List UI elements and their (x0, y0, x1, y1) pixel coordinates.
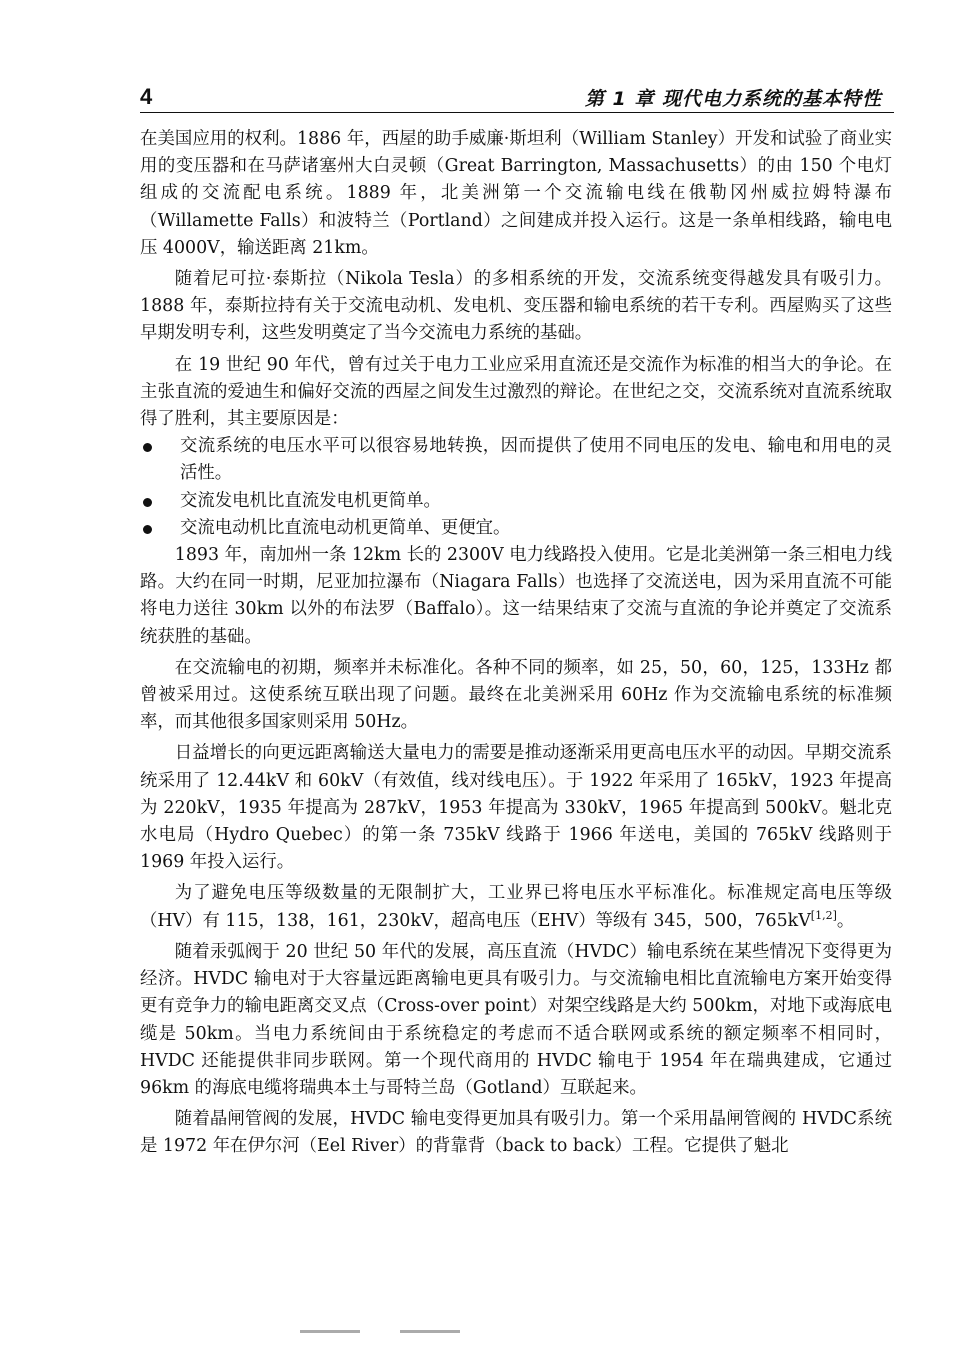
bullet-icon (143, 498, 152, 507)
paragraph-5: 在交流输电的初期，频率并未标准化。各种不同的频率，如 25，50，60，125，133Hz 都曾被采用过。这使系统互联出现了问题。最终在北美洲采用 60Hz 作为交流输电系统的标准频率，而其他很多国家则采用 50Hz。 (140, 657, 892, 733)
citation-reference: [1,2] (810, 908, 837, 922)
paragraph-1: 在美国应用的权利。1886 年，西屋的助手威廉·斯坦利（William Stanley）开发和试验了商业实用的变压器和在马萨诸塞州大白灵顿（Great Barrington, Massachusetts）的由 150 个电灯组成的交流配电系统。1889 年，北美洲第一个交流输电线在俄勒冈州威拉姆特瀑布（Willamette Falls）和波特兰（Portland）之间建成并投入运行。这是一条单相线路，输电电压 4000V，输送距离 21km。 (140, 129, 892, 258)
page-number: 4 (140, 84, 153, 109)
chapter-running-header: 第 1 章 现代电力系统的基本特性 (584, 88, 882, 110)
paragraph-4: 1893 年，南加州一条 12km 长的 2300V 电力线路投入使用。它是北美洲第一条三相电力线路。大约在同一时期，尼亚加拉瀑布（Niagara Falls）也选择了交流送电，因为采用直流不可能将电力送往 30km 以外的布法罗（Baffalo）。这一结果结束了交流与直流的争论并奠定了交流系统获胜的基础。 (140, 545, 892, 647)
paragraph-9: 随着晶闸管阀的发展，HVDC 输电变得更加具有吸引力。第一个采用晶闸管阀的 HVDC系统是 1972 年在伊尔河（Eel River）的背靠背（back to back）工程。它提供了魁北 (140, 1109, 892, 1157)
reasons-list (140, 433, 892, 542)
list-item-text: 交流发电机比直流发电机更简单。 (180, 490, 441, 511)
paragraph-6: 日益增长的向更远距离输送大量电力的需要是推动逐渐采用更高电压水平的动因。早期交流系统采用了 12.44kV 和 60kV（有效值，线对线电压）。于 1922 年采用了 165kV，1923 年提高为 220kV，1935 年提高为 287kV，1953 年提高为 330kV，1965 年提高到 500kV。魁北克水电局（Hydro Quebec）的第一条 735kV 线路于 1966 年送电，美国的 765kV 线路则于 1969 年投入运行。 (140, 743, 892, 873)
header-rule (140, 112, 894, 113)
bullet-icon (143, 525, 152, 534)
paragraph-8: 随着汞弧阀于 20 世纪 50 年代的发展，高压直流（HVDC）输电系统在某些情况下变得更为经济。HVDC 输电对于大容量远距离输电更具有吸引力。与交流输电相比直流输电方案开始变得更有竞争力的输电距离交叉点（Cross-over point）对架空线路是大约 500km，对地下或海底电缆是 50km。当电力系统间由于系统稳定的考虑而不适合联网或系统的额定频率不相同时，HVDC 还能提供非同步联网。第一个现代商用的 HVDC 输电于 1954 年在瑞典建成，它通过 96km 的海底电缆将瑞典本土与哥特兰岛（Gotland）互联起来。 (140, 941, 892, 1098)
list-item-text: 交流系统的电压水平可以很容易地转换，因而提供了使用不同电压的发电、输电和用电的灵活性。 (180, 436, 892, 484)
body-text (140, 126, 892, 1161)
paragraph-7-text: 为了避免电压等级数量的无限制扩大，工业界已将电压水平标准化。标准规定高电压等级（HV）有 115，138，161，230kV，超高电压（EHV）等级有 345，500，765kV (140, 883, 892, 931)
paragraph-2: 随着尼可拉·泰斯拉（Nikola Tesla）的多相系统的开发，交流系统变得越发具有吸引力。1888 年，泰斯拉持有关于交流电动机、发电机、变压器和输电系统的若干专利。西屋购买了这些早期发明专利，这些发明奠定了当今交流电力系统的基础。 (140, 269, 892, 344)
paragraph-7-end: 。 (836, 910, 855, 931)
list-item-text: 交流电动机比直流电动机更简单、更便宜。 (180, 517, 511, 538)
paragraph-3: 在 19 世纪 90 年代，曾有过关于电力工业应采用直流还是交流作为标准的相当大的争论。在主张直流的爱迪生和偏好交流的西屋之间发生过激烈的辩论。在世纪之交，交流系统对直流系统取得了胜利，其主要原因是： (140, 354, 892, 430)
scan-artifact (400, 1330, 460, 1333)
bullet-icon (143, 443, 152, 452)
scan-artifact (300, 1330, 360, 1333)
list-item (140, 488, 892, 515)
paragraph-7 (140, 880, 892, 934)
list-item (140, 515, 892, 542)
list-item (140, 433, 892, 487)
